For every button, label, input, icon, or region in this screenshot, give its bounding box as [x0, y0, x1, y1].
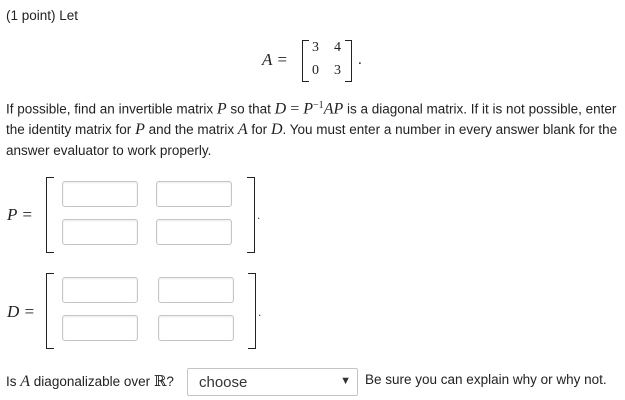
text: If possible, find an invertible matrix — [6, 101, 217, 117]
matrix-a-entry: 3 — [312, 40, 319, 55]
text: . You must enter a number in every answer blank for the answer evaluator to work properly. — [6, 122, 618, 158]
diagonalizable-select[interactable] — [187, 368, 358, 396]
text: Is — [6, 374, 21, 389]
explain-note: Be sure you can explain why or why not. — [365, 372, 607, 387]
math-var: P — [135, 121, 145, 138]
math-var: D — [270, 121, 283, 138]
matrix-p-label: P = — [7, 205, 33, 224]
matrix-a-display — [262, 38, 372, 84]
math-op: = — [286, 100, 304, 118]
text: diagonalizable over — [30, 374, 154, 389]
math-var: A — [20, 373, 31, 390]
right-bracket — [248, 273, 256, 349]
text: for — [247, 122, 271, 137]
period: . — [358, 52, 362, 68]
math-sup: −1 — [313, 100, 324, 111]
math-field: ℝ — [153, 374, 167, 390]
text: and the matrix — [144, 122, 238, 137]
left-bracket — [46, 273, 54, 349]
math-var: D — [274, 100, 287, 118]
right-bracket — [247, 177, 255, 253]
problem-header: (1 point) Let — [6, 8, 79, 23]
diagonalizable-question — [6, 372, 174, 391]
select-value: choose — [199, 374, 248, 391]
p-entry-1-2[interactable] — [156, 181, 232, 207]
p-entry-2-1[interactable] — [62, 219, 138, 245]
left-bracket — [46, 177, 54, 253]
text: is a diagonal matrix. If it is not possible, enter the identity matrix for — [6, 101, 617, 137]
matrix-a-entry: 3 — [334, 63, 341, 78]
matrix-a-entry: 4 — [334, 40, 341, 55]
d-entry-2-2[interactable] — [158, 315, 234, 341]
math-var: P — [216, 100, 227, 118]
text: so that — [226, 101, 275, 117]
p-entry-1-1[interactable] — [62, 181, 138, 207]
math-var: P — [303, 100, 314, 118]
matrix-a-entry: 0 — [312, 63, 319, 78]
right-bracket — [345, 40, 352, 82]
text: ? — [166, 374, 174, 389]
matrix-d-label: D = — [7, 302, 35, 321]
period: . — [257, 208, 261, 222]
math-var: AP — [323, 100, 344, 118]
d-entry-2-1[interactable] — [62, 315, 138, 341]
instructions-text — [6, 96, 618, 161]
d-entry-1-1[interactable] — [62, 277, 138, 303]
dropdown-arrow-icon: ▼ — [340, 375, 351, 387]
period: . — [258, 305, 262, 319]
d-entry-1-2[interactable] — [158, 277, 234, 303]
left-bracket — [302, 40, 309, 82]
matrix-a-label: A = — [262, 50, 288, 69]
p-entry-2-2[interactable] — [156, 219, 232, 245]
math-var: A — [237, 121, 248, 138]
